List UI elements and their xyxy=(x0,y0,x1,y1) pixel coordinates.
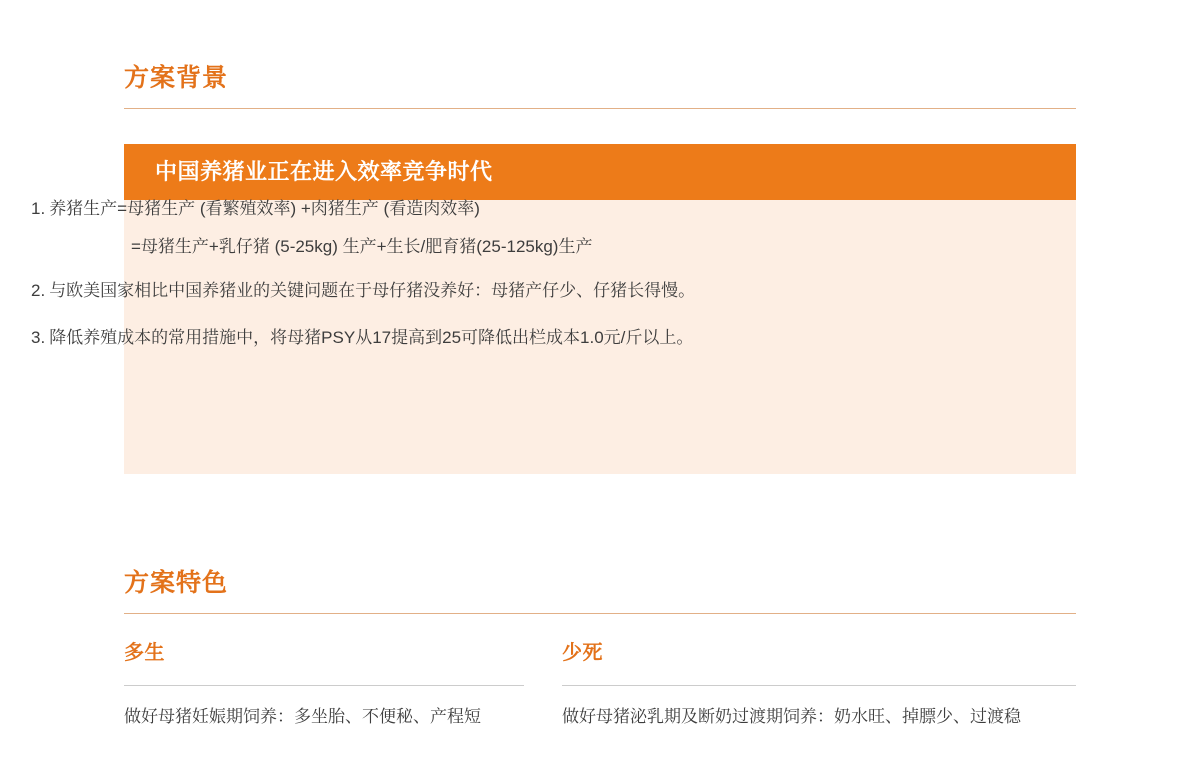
feature-heading-duosheng: 多生 xyxy=(124,642,165,664)
feature-heading-shaosi: 少死 xyxy=(562,642,603,664)
section-title-feature: 方案特色 xyxy=(124,569,229,597)
section-divider-background xyxy=(124,108,1076,109)
card-point-1-text: 养猪生产=母猪生产 (看繁殖效率) +肉猪生产 (看造肉效率) xyxy=(49,199,480,218)
highlight-card xyxy=(124,144,1076,474)
card-point-1-continuation-text: =母猪生产+乳仔猪 (5-25kg) 生产+生长/肥育猪(25-125kg)生产 xyxy=(131,237,593,256)
card-point-2 xyxy=(31,278,695,304)
card-point-1-number: 1. xyxy=(31,199,46,218)
card-point-1-continuation xyxy=(131,234,592,260)
card-point-3 xyxy=(31,325,693,351)
card-point-2-number: 2. xyxy=(31,281,46,300)
card-header-bar xyxy=(124,144,1076,200)
card-point-1 xyxy=(31,196,480,222)
feature-divider-shaosi xyxy=(562,685,1076,686)
card-point-3-number: 3. xyxy=(31,328,46,347)
feature-text-shaosi: 做好母猪泌乳期及断奶过渡期饲养：奶水旺、掉膘少、过渡稳 xyxy=(562,707,1021,726)
section-divider-feature xyxy=(124,613,1076,614)
feature-column-duosheng xyxy=(124,643,524,730)
card-header-title: 中国养猪业正在进入效率竞争时代 xyxy=(155,159,493,184)
card-point-2-text: 与欧美国家相比中国养猪业的关键问题在于母仔猪没养好：母猪产仔少、仔猪长得慢。 xyxy=(49,281,696,300)
card-point-3-text: 降低养殖成本的常用措施中，将母猪PSY从17提高到25可降低出栏成本1.0元/斤以上。 xyxy=(49,328,694,347)
feature-divider-duosheng xyxy=(124,685,524,686)
section-title-background: 方案背景 xyxy=(124,64,229,92)
feature-column-shaosi xyxy=(562,643,1076,730)
feature-text-duosheng: 做好母猪妊娠期饲养：多坐胎、不便秘、产程短 xyxy=(124,707,481,726)
